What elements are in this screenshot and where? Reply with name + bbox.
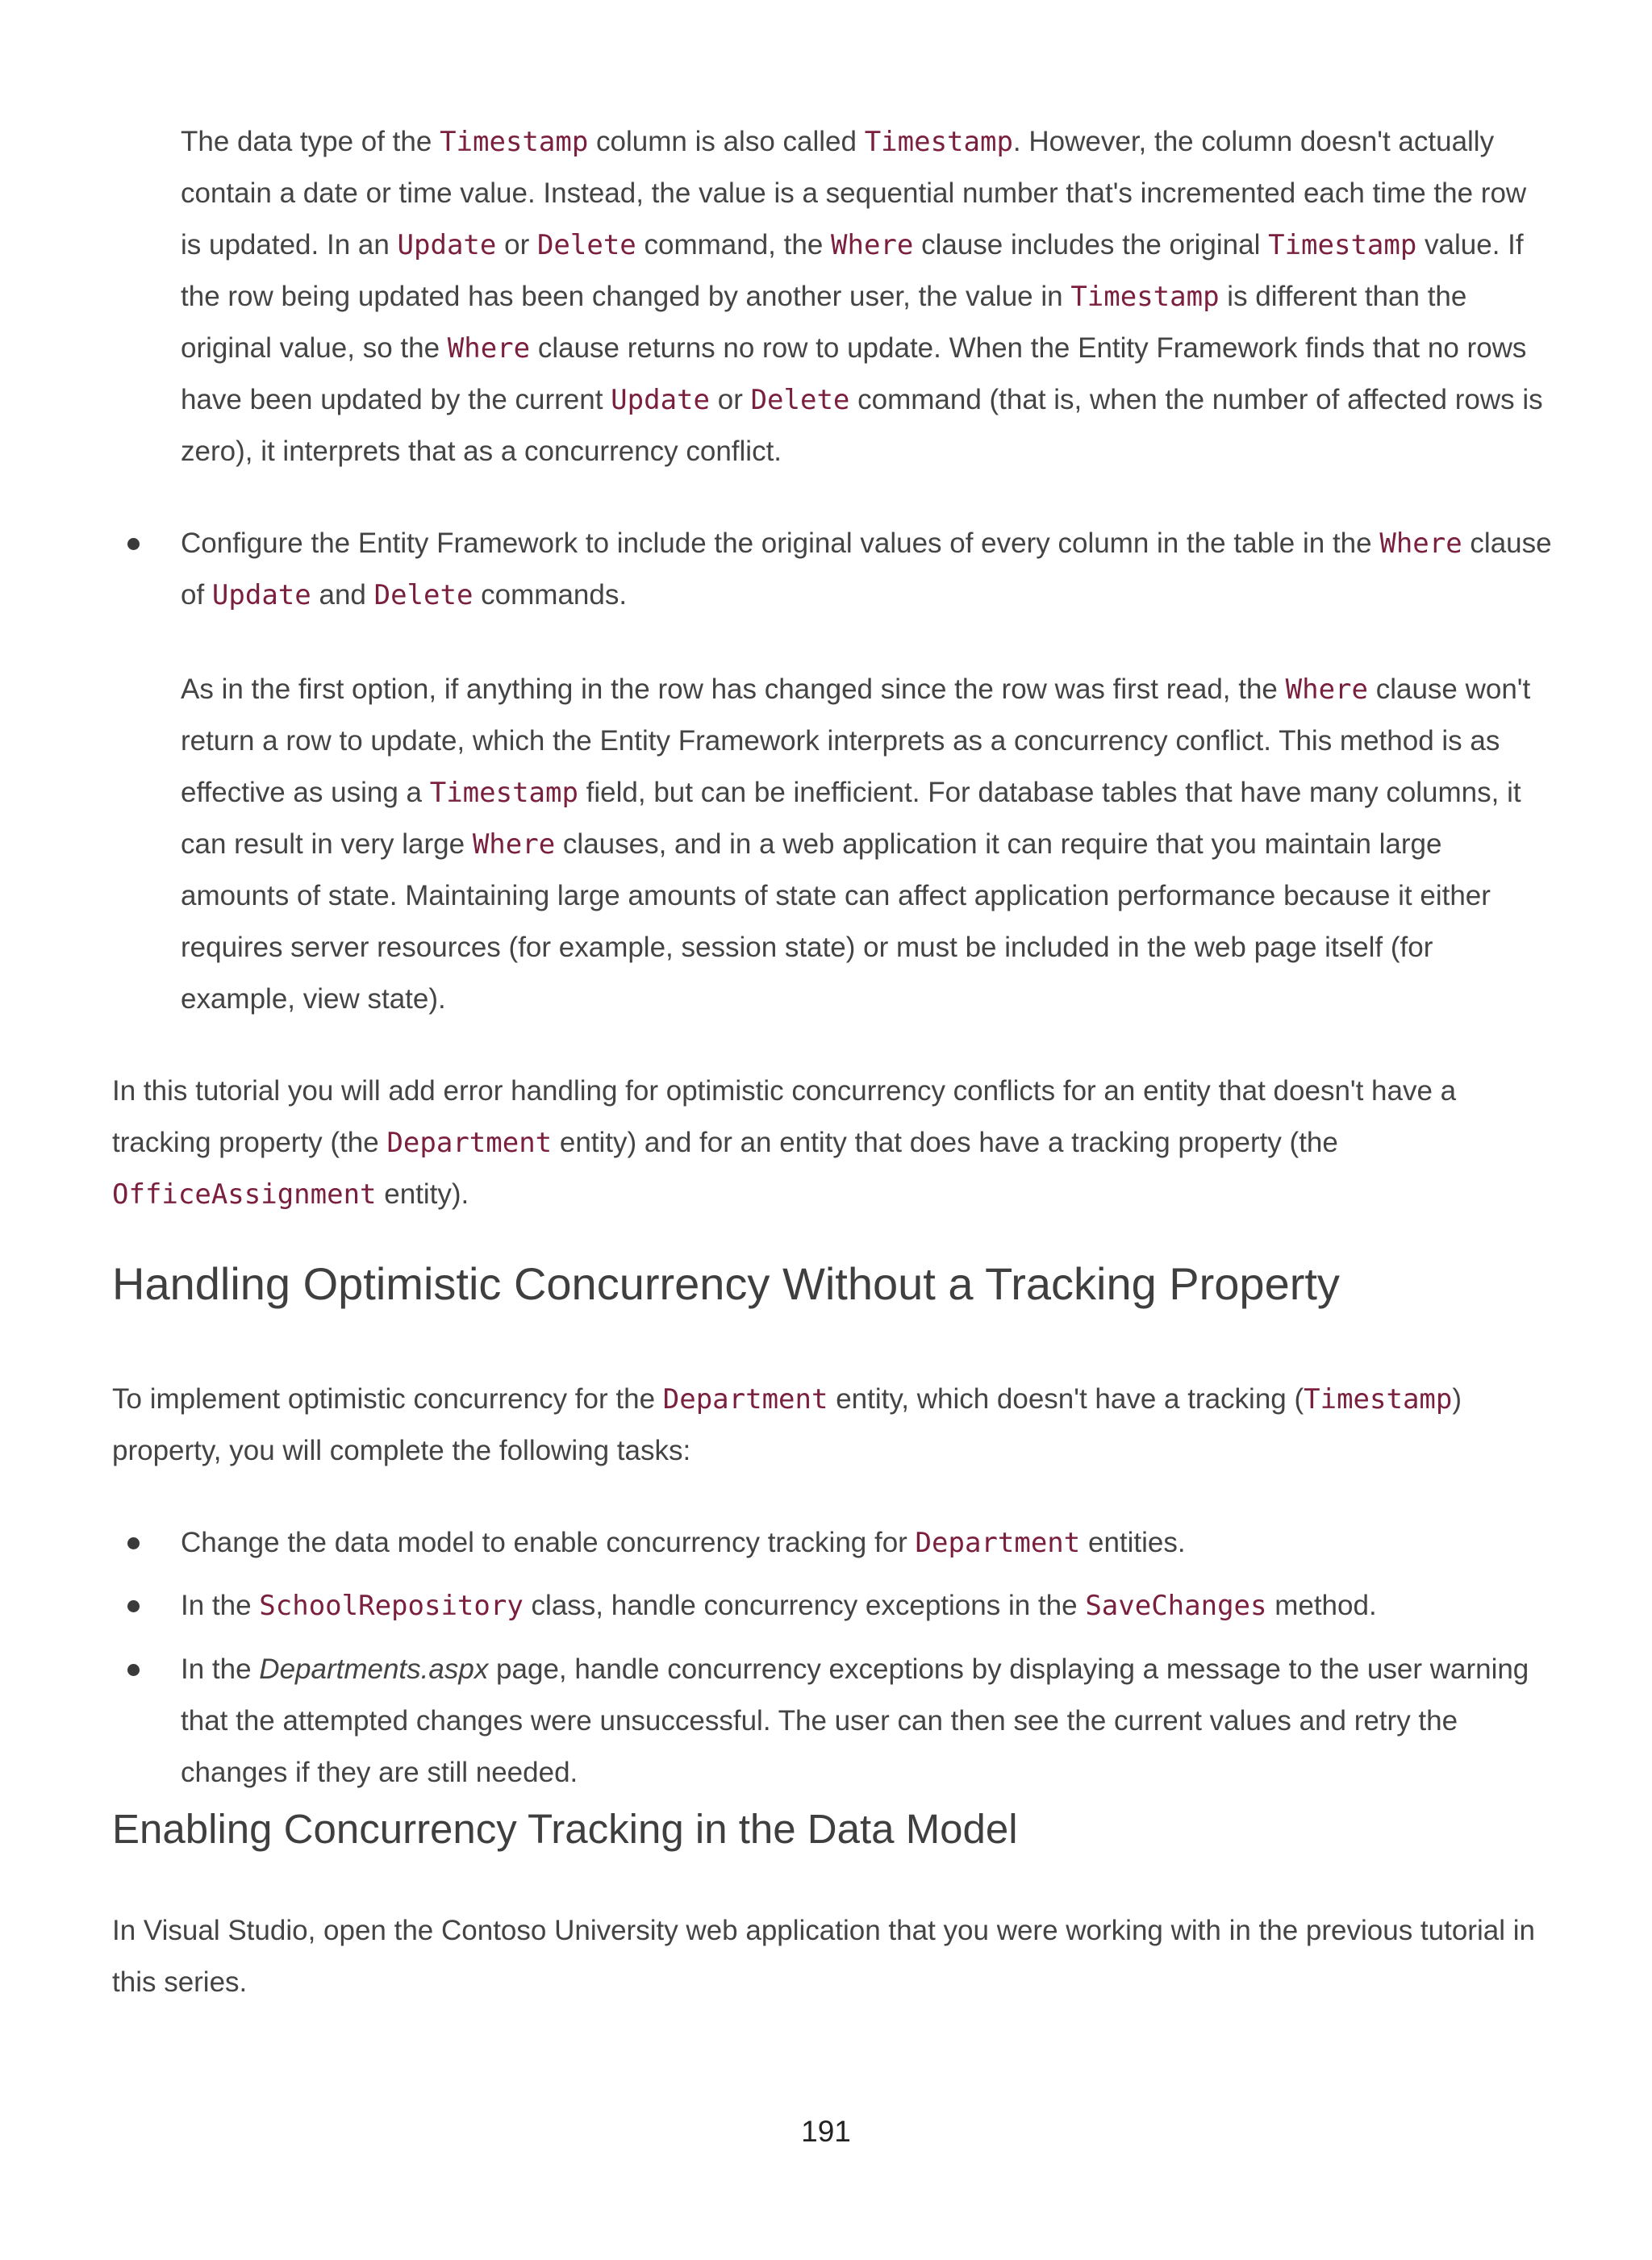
heading-without-tracking: Handling Optimistic Concurrency Without a Tracking Property [112, 1258, 1340, 1309]
paragraph-implement: To implement optimistic concurrency for the Department entity, which doesn't have a tracking (Timestamp) property, you will complete the following tasks: [112, 1383, 1462, 1466]
code-delete: Delete [750, 384, 850, 416]
code-where: Where [1285, 673, 1368, 706]
code-department: Department [915, 1527, 1081, 1559]
code-delete: Delete [373, 579, 473, 611]
paragraph-tutorial-intro: In this tutorial you will add error handling for optimistic concurrency conflicts for an entity that doesn't have a tracking property (the Department entity) and for an entity that does have a tracking property (the OfficeAssignment entity). [112, 1075, 1457, 1211]
code-school-repository: SchoolRepository [259, 1590, 524, 1622]
code-delete: Delete [536, 229, 636, 261]
code-update: Update [211, 579, 311, 611]
page-number: 191 [801, 2115, 851, 2148]
bullet-dot [125, 1600, 143, 1618]
code-update: Update [611, 384, 710, 416]
heading-enabling-concurrency: Enabling Concurrency Tracking in the Data Model [112, 1806, 1018, 1852]
code-timestamp: Timestamp [440, 126, 589, 158]
code-department: Department [386, 1127, 553, 1159]
bullet-dot [125, 1537, 143, 1555]
code-department: Department [662, 1383, 828, 1416]
code-timestamp: Timestamp [429, 777, 578, 809]
code-where: Where [1379, 527, 1462, 560]
code-timestamp: Timestamp [1268, 229, 1417, 261]
departments-page-name: Departments.aspx [259, 1653, 489, 1685]
bullet-item-configure: Configure the Entity Framework to include the original values of every column in the table in the Where clause of Update and Delete commands. [181, 527, 1552, 611]
bullet-item-task-3: In the Departments.aspx page, handle concurrency exceptions by displaying a message to the user warning that the attempted changes were unsuccessful. The user can then see the current values and retry the changes if they are still needed. [181, 1653, 1529, 1788]
code-timestamp: Timestamp [864, 126, 1013, 158]
bullet-item-task-1: Change the data model to enable concurrency tracking for Department entities. [181, 1527, 1186, 1559]
code-timestamp: Timestamp [1304, 1383, 1453, 1416]
paragraph-first-option: As in the first option, if anything in the row has changed since the row was first read, the Where clause won't return a row to update, which the Entity Framework interprets as a concurrency conflict. This method is as effective as using a Timestamp field, but can be inefficient. For database tables that have many columns, it can result in very large Where clauses, and in a web application it can require that you maintain large amounts of state. Maintaining large amounts of state can affect application performance because it either requires server resources (for example, session state) or must be included in the web page itself (for example, view state). [181, 673, 1531, 1015]
bullet-dot [125, 1664, 143, 1682]
code-save-changes: SaveChanges [1085, 1590, 1267, 1622]
bullet-dot [125, 538, 143, 556]
code-office-assignment: OfficeAssignment [112, 1178, 377, 1211]
paragraph-visual-studio: In Visual Studio, open the Contoso University web application that you were working with in the previous tutorial in this series. [112, 1915, 1535, 1998]
code-timestamp: Timestamp [1070, 281, 1220, 313]
code-where: Where [447, 332, 531, 365]
bullet-item-task-2: In the SchoolRepository class, handle concurrency exceptions in the SaveChanges method. [181, 1590, 1377, 1622]
code-where: Where [831, 229, 914, 261]
code-update: Update [397, 229, 497, 261]
paragraph-timestamp-intro: The data type of the Timestamp column is also called Timestamp. However, the column doesn't actually contain a date or time value. Instead, the value is a sequential number that's incremented each time the row is updated. In an Update or Delete command, the Where clause includes the original Timestamp value. If the row being updated has been changed by another user, the value in Timestamp is different than the original value, so the Where clause returns no row to update. When the Entity Framework finds that no rows have been updated by the current Update or Delete command (that is, when the number of affected rows is zero), it interprets that as a concurrency conflict. [181, 126, 1543, 467]
code-where: Where [472, 828, 556, 861]
